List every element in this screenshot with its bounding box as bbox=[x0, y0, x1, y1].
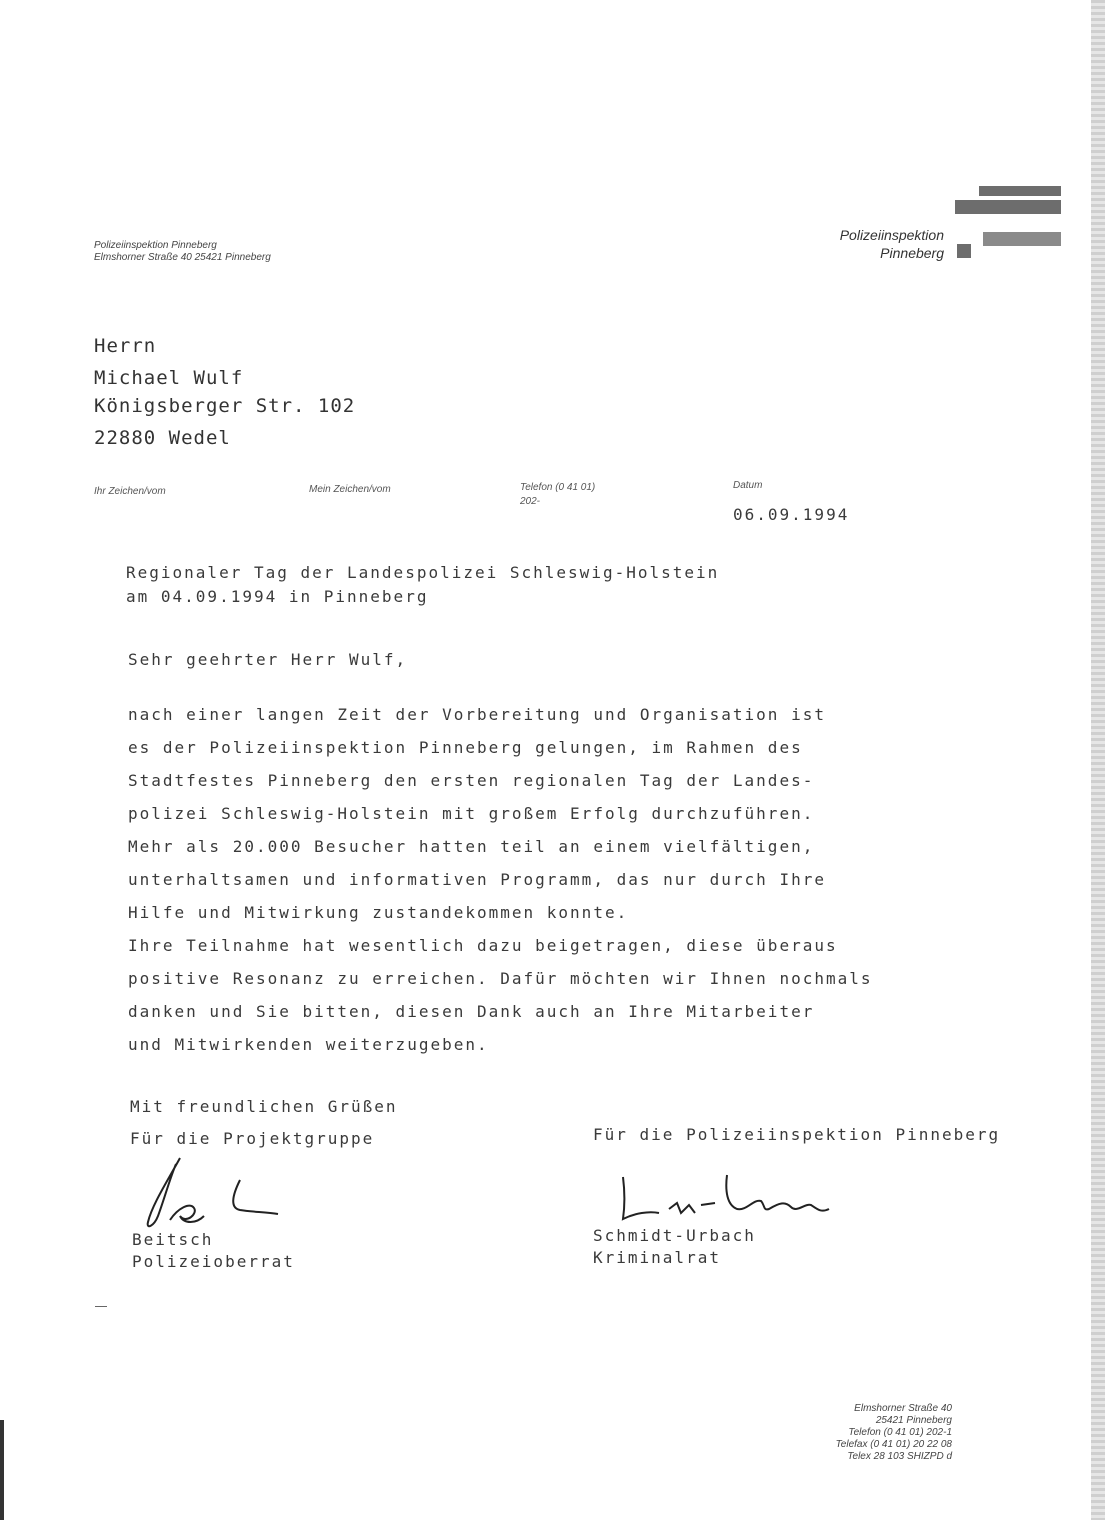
datum-value: 06.09.1994 bbox=[733, 505, 850, 524]
footer-line-4: Telefax (0 41 01) 20 22 08 bbox=[835, 1439, 952, 1450]
left-signatory-title: Polizeioberrat bbox=[132, 1252, 295, 1271]
recipient-address bbox=[94, 332, 355, 452]
footer-address bbox=[752, 1403, 952, 1463]
subject bbox=[126, 563, 719, 611]
police-logo-icon bbox=[955, 186, 1061, 260]
recipient-street: Königsberger Str. 102 bbox=[94, 395, 356, 417]
scan-mark bbox=[95, 1306, 107, 1307]
scan-edge-left bbox=[0, 1420, 4, 1520]
body-line: und Mitwirkenden weiterzugeben. bbox=[128, 1035, 489, 1054]
footer-line-1: Elmshorner Straße 40 bbox=[854, 1403, 952, 1414]
body-line: Stadtfestes Pinneberg den ersten regionalen Tag der Landes- bbox=[128, 771, 815, 790]
left-signatory-name: Beitsch bbox=[132, 1230, 214, 1249]
body-line: positive Resonanz zu erreichen. Dafür möchten wir Ihnen nochmals bbox=[128, 969, 873, 988]
right-signatory-title: Kriminalrat bbox=[593, 1248, 721, 1267]
signature-schmidt-urbach bbox=[615, 1165, 845, 1230]
right-signatory-name: Schmidt-Urbach bbox=[593, 1226, 756, 1245]
body-line: es der Polizeiinspektion Pinneberg gelungen, im Rahmen des bbox=[128, 738, 803, 757]
letter-body bbox=[128, 705, 873, 1068]
telefon-label: Telefon (0 41 01) bbox=[520, 482, 596, 493]
body-line: nach einer langen Zeit der Vorbereitung und Organisation ist bbox=[128, 705, 826, 724]
body-line: unterhaltsamen und informativen Programm, das nur durch Ihre bbox=[128, 870, 826, 889]
subject-line-1: Regionaler Tag der Landespolizei Schleswig-Holstein bbox=[126, 563, 720, 582]
mein-zeichen-label: Mein Zeichen/vom bbox=[309, 484, 391, 495]
ihr-zeichen-label: Ihr Zeichen/vom bbox=[94, 486, 166, 497]
footer-line-3: Telefon (0 41 01) 202-1 bbox=[848, 1427, 952, 1438]
scan-edge-right bbox=[1091, 0, 1105, 1520]
sender-line-1: Polizeiinspektion Pinneberg bbox=[94, 240, 217, 251]
letterhead-logo-text bbox=[744, 226, 944, 262]
signature-beitsch bbox=[140, 1150, 290, 1235]
body-line: Mehr als 20.000 Besucher hatten teil an einem vielfältigen, bbox=[128, 837, 815, 856]
datum-label: Datum bbox=[733, 480, 763, 491]
telefon-value: 202- bbox=[520, 496, 541, 507]
logo-line-1: Polizeiinspektion bbox=[839, 227, 944, 243]
footer-line-5: Telex 28 103 SHIZPD d bbox=[847, 1451, 952, 1462]
logo-line-2: Pinneberg bbox=[880, 245, 944, 261]
closing-line: Mit freundlichen Grüßen bbox=[130, 1097, 398, 1116]
body-line: danken und Sie bitten, diesen Dank auch an Ihre Mitarbeiter bbox=[128, 1002, 815, 1021]
sender-line-2: Elmshorner Straße 40 25421 Pinneberg bbox=[94, 252, 271, 263]
right-signatory-for: Für die Polizeiinspektion Pinneberg bbox=[593, 1125, 1001, 1144]
recipient-city: 22880 Wedel bbox=[94, 427, 231, 449]
footer-line-2: 25421 Pinneberg bbox=[875, 1415, 952, 1426]
sender-address bbox=[94, 240, 271, 264]
recipient-name: Michael Wulf bbox=[94, 367, 244, 389]
greeting: Sehr geehrter Herr Wulf, bbox=[128, 650, 408, 669]
body-line: Hilfe und Mitwirkung zustandekommen konnte. bbox=[128, 903, 629, 922]
recipient-salutation: Herrn bbox=[94, 335, 157, 357]
body-line: Ihre Teilnahme hat wesentlich dazu beigetragen, diese überaus bbox=[128, 936, 838, 955]
subject-line-2: am 04.09.1994 in Pinneberg bbox=[126, 587, 429, 606]
left-signatory-for: Für die Projektgruppe bbox=[130, 1129, 375, 1148]
body-line: polizei Schleswig-Holstein mit großem Erfolg durchzuführen. bbox=[128, 804, 815, 823]
